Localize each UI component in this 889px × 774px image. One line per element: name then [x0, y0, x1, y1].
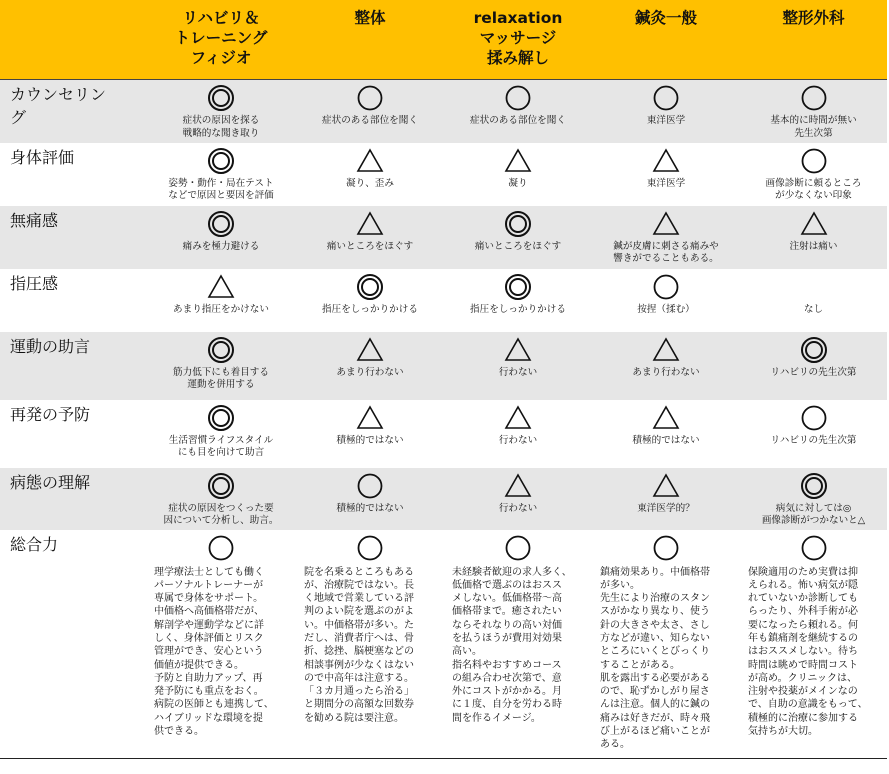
table-cell [146, 80, 296, 143]
triangle-mark-icon [356, 336, 384, 364]
header-col-relaxation [444, 0, 592, 80]
table-cell [146, 400, 296, 468]
table-cell [296, 468, 444, 530]
table-cell [296, 269, 444, 332]
circle-mark-icon [652, 273, 680, 301]
table-cell [296, 143, 444, 206]
cell-note: 按捏（揉む） [637, 303, 695, 315]
cell-note: 東洋医学 [646, 177, 686, 189]
table-cell [146, 332, 296, 400]
header-label: 鍼灸一般 [634, 9, 697, 27]
table-row [0, 206, 887, 269]
triangle-mark-icon [652, 404, 680, 432]
row-label: 再発の予防 [0, 400, 146, 468]
cell-note: 凝り、歪み [346, 177, 394, 189]
table-cell [444, 206, 592, 269]
cell-note: 生活習慣ライフスタイル にも目を向けて助言 [168, 434, 274, 458]
row-label: 指圧感 [0, 269, 146, 332]
summary-cell [146, 530, 296, 759]
header-col-physio [146, 0, 296, 80]
table-cell [592, 400, 740, 468]
summary-cell [740, 530, 887, 759]
summary-text: 保険適用のため実費は抑 えられる。怖い病気が隠 れていないか診断しても らったり、外科手術が必 要になったら頼れる。何 年も鎮痛剤を継続するの はおススメしない。待ち 時間は眺めで時間コスト が高め。クリニックは、 注射や投薬がメインなの で、自助の意識をもって、 積極的に治療に参加する 気持ちが大切。 [748, 566, 868, 738]
table-row [0, 400, 887, 468]
circle-mark-icon [504, 84, 532, 112]
header-corner [0, 0, 146, 80]
circle-mark-icon [356, 472, 384, 500]
summary-cell [444, 530, 592, 759]
header-label: 整体 [354, 9, 386, 27]
row-label: 病態の理解 [0, 468, 146, 530]
table-row [0, 468, 887, 530]
circle-mark-icon [800, 84, 828, 112]
cell-note: 行わない [498, 366, 538, 378]
table-row [0, 332, 887, 400]
double-circle-mark-icon [504, 273, 532, 301]
cell-note: 凝り [508, 177, 528, 189]
cell-note: 痛いところをほぐす [474, 240, 562, 252]
table-cell [146, 269, 296, 332]
triangle-mark-icon [652, 147, 680, 175]
triangle-mark-icon [504, 147, 532, 175]
table-row [0, 143, 887, 206]
double-circle-mark-icon [800, 472, 828, 500]
row-label: カウンセリン グ [0, 80, 146, 143]
triangle-mark-icon [356, 404, 384, 432]
summary-text: 未経験者歓迎の求人多く、 低価格で選ぶのはおスス メしない。低価格帯〜高 価格帯まで。癒されたい ならそれなりの高い対価 を払うほうが費用対効果 高い。 指名料やおすすめコース の組み合わせ次第で、意 外にコストがかかる。月 に１度、自分を労わる時 間を作るイメージ。 [452, 566, 572, 724]
table-body [0, 80, 887, 759]
table-cell [444, 269, 592, 332]
table-cell [592, 206, 740, 269]
cell-note: あまり行わない [336, 366, 404, 378]
triangle-mark-icon [504, 472, 532, 500]
cell-note: 指圧をしっかりかける [470, 303, 566, 315]
circle-mark-icon [800, 404, 828, 432]
header-col-seitai [296, 0, 444, 80]
cell-note: 姿勢・動作・局在テスト などで原因と要因を評価 [168, 177, 274, 201]
cell-note: リハビリの先生次第 [770, 366, 857, 378]
header-col-acupuncture [592, 0, 740, 80]
circle-mark-icon [207, 534, 235, 562]
double-circle-mark-icon [504, 210, 532, 238]
triangle-mark-icon [504, 404, 532, 432]
cell-note: 症状の原因をつくった要 因について分析し、助言。 [163, 502, 279, 526]
cell-note: 痛いところをほぐす [326, 240, 414, 252]
cell-note: 積極的ではない [632, 434, 700, 446]
table-cell [444, 80, 592, 143]
header-label: リハビリ＆ トレーニング フィジオ [174, 9, 268, 67]
triangle-mark-icon [504, 336, 532, 364]
triangle-mark-icon [652, 336, 680, 364]
cell-note: 症状のある部位を聞く [322, 115, 418, 126]
table-cell [146, 206, 296, 269]
table-cell [444, 332, 592, 400]
table-cell [592, 143, 740, 206]
double-circle-mark-icon [207, 147, 235, 175]
blank-mark [800, 273, 828, 301]
table-cell [444, 143, 592, 206]
table-cell [296, 332, 444, 400]
triangle-mark-icon [652, 210, 680, 238]
circle-mark-icon [356, 534, 384, 562]
cell-note: 行わない [498, 434, 538, 446]
cell-note: 症状のある部位を聞く [470, 115, 566, 126]
cell-note: 症状の原因を探る 戦略的な聞き取り [182, 115, 260, 139]
summary-cell [296, 530, 444, 759]
triangle-mark-icon [356, 147, 384, 175]
cell-note: 注射は痛い [789, 240, 838, 252]
cell-note: 鍼が皮膚に刺さる痛みや 響きがでることもある。 [613, 240, 719, 264]
cell-note: 東洋医学 [646, 115, 686, 126]
circle-mark-icon [504, 534, 532, 562]
header-col-orthopedics [740, 0, 887, 80]
cell-note: あまり指圧をかけない [173, 303, 269, 315]
double-circle-mark-icon [207, 472, 235, 500]
table-cell [592, 332, 740, 400]
table-row [0, 269, 887, 332]
cell-note: 痛みを極力避ける [182, 240, 260, 252]
table-cell [740, 332, 887, 400]
summary-text: 鎮痛効果あり。中価格帯 が多い。 先生により治療のスタン スがかなり異なり、使う 針の大きさや太さ、さし 方などが違い、知らない ところにいくとびっくり することがある。 肌を露出する必要がある ので、恥ずかしがり屋さ んは注意。個人的に鍼の 痛みは好きだが、時々飛 び上がるほど痛いことが ある。 [600, 566, 710, 751]
cell-note: あまり行わない [632, 366, 700, 378]
circle-mark-icon [356, 84, 384, 112]
row-label: 総合力 [0, 530, 146, 759]
cell-note: なし [803, 303, 824, 315]
summary-row [0, 530, 887, 759]
row-label: 無痛感 [0, 206, 146, 269]
cell-note: 積極的ではない [336, 502, 404, 514]
table-cell [592, 269, 740, 332]
double-circle-mark-icon [356, 273, 384, 301]
row-label: 身体評価 [0, 143, 146, 206]
double-circle-mark-icon [800, 336, 828, 364]
triangle-mark-icon [652, 472, 680, 500]
double-circle-mark-icon [207, 210, 235, 238]
summary-text: 院を名乗るところもある が、治療院ではない。長 く地域で営業している評 判のよい院を選ぶのがよ い。中価格帯が多い。た だし、消費者庁へは、骨 折、捻挫、脳梗塞などの 相談事例が少なくはない ので中高年は注意する。 「３カ月通ったら治る」 と期間分の高額な回数券 を勧める院は要注意。 [304, 566, 414, 724]
cell-note: 病気に対しては◎ 画像診断がつかないと△ [761, 502, 866, 526]
table-cell [444, 468, 592, 530]
row-label: 運動の助言 [0, 332, 146, 400]
header-row [0, 0, 887, 80]
table-cell [740, 143, 887, 206]
table-cell [592, 80, 740, 143]
table-cell [296, 206, 444, 269]
table-cell [740, 400, 887, 468]
double-circle-mark-icon [207, 84, 235, 112]
cell-note: 東洋医学的？ [637, 502, 695, 514]
circle-mark-icon [652, 534, 680, 562]
circle-mark-icon [652, 84, 680, 112]
table-cell [146, 143, 296, 206]
cell-note: 積極的ではない [336, 434, 404, 446]
circle-mark-icon [800, 147, 828, 175]
table-cell [296, 400, 444, 468]
summary-cell [592, 530, 740, 759]
triangle-mark-icon [800, 210, 828, 238]
cell-note: リハビリの先生次第 [770, 434, 857, 446]
double-circle-mark-icon [207, 336, 235, 364]
cell-note: 画像診断に頼るところ が少なくない印象 [765, 177, 862, 201]
double-circle-mark-icon [207, 404, 235, 432]
table-cell [146, 468, 296, 530]
header-label: 整形外科 [782, 9, 845, 27]
cell-note: 指圧をしっかりかける [322, 303, 418, 315]
table-cell [740, 80, 887, 143]
header-label: relaxation マッサージ 揉み解し [473, 9, 563, 67]
table-cell [740, 206, 887, 269]
table-cell [444, 400, 592, 468]
table-cell [592, 468, 740, 530]
table-cell [296, 80, 444, 143]
triangle-mark-icon [207, 273, 235, 301]
circle-mark-icon [800, 534, 828, 562]
cell-note: 筋力低下にも着目する 運動を併用する [173, 366, 269, 390]
table-cell [740, 468, 887, 530]
cell-note: 基本的に時間が無い 先生次第 [770, 115, 857, 139]
summary-text: 理学療法士としても働く パーソナルトレーナーが 専属で身体をサポート。 中価格へ高価格帯だが、 解剖学や運動学などに詳 しく、身体評価とリスク 管理ができ、安心という 価値が提供できる。 予防と自助力アップ、再 発予防にも重点をおく。 病院の医師とも連携して、 ハイブリッドな環境を提 供できる。 [154, 566, 274, 738]
table-row [0, 80, 887, 143]
table-cell [740, 269, 887, 332]
triangle-mark-icon [356, 210, 384, 238]
cell-note: 行わない [498, 502, 538, 514]
